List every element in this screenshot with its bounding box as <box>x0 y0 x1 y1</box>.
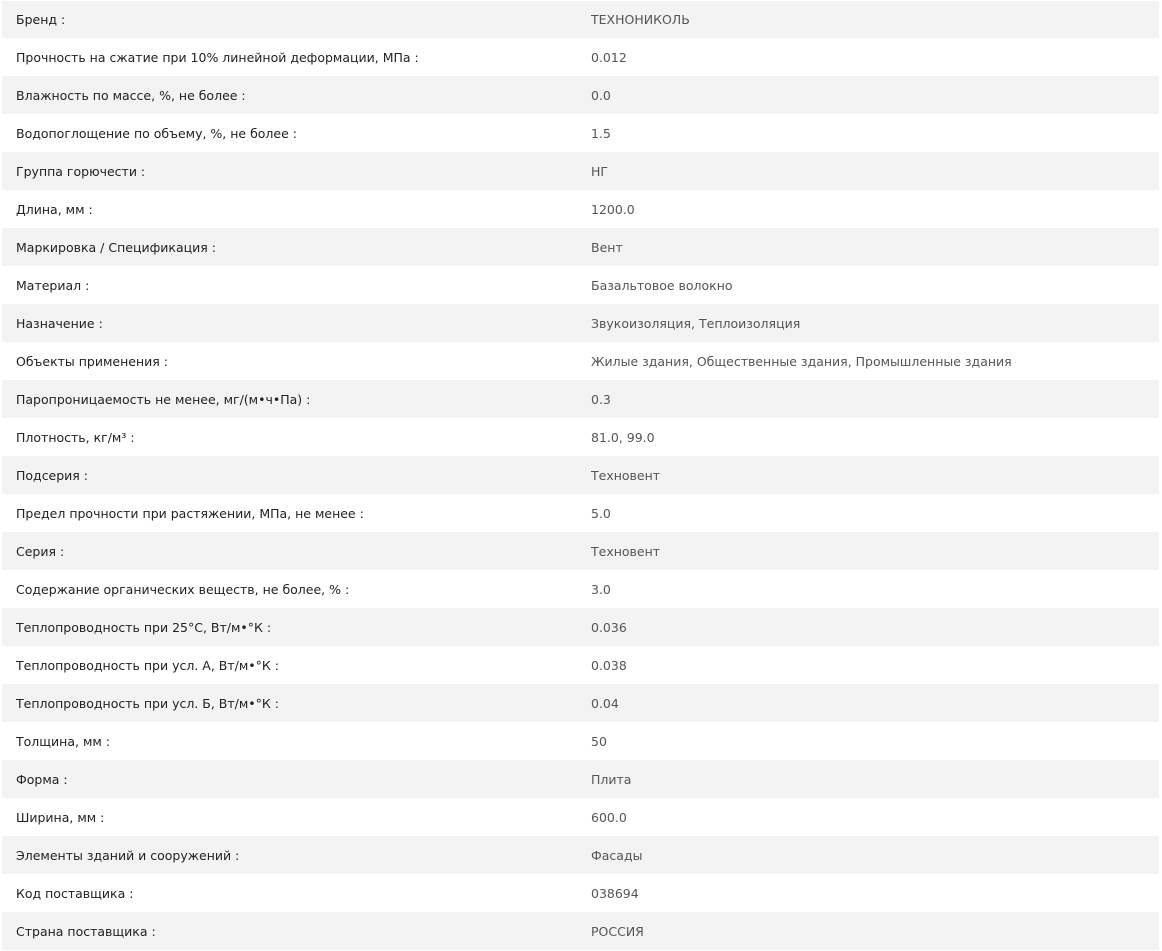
spec-name: Длина, мм : <box>16 201 93 217</box>
spec-name: Теплопроводность при усл. А, Вт/м•°К : <box>16 657 279 673</box>
spec-row <box>2 722 1159 760</box>
spec-row <box>2 114 1159 152</box>
spec-value: Звукоизоляция, Теплоизоляция <box>591 315 801 331</box>
spec-name: Прочность на сжатие при 10% линейной деформации, МПа : <box>16 49 419 65</box>
spec-name: Материал : <box>16 277 90 293</box>
spec-name: Код поставщика : <box>16 885 134 901</box>
spec-row <box>2 570 1159 608</box>
spec-value: 1.5 <box>591 125 611 141</box>
specifications-table <box>2 1 1159 950</box>
spec-name: Элементы зданий и сооружений : <box>16 847 240 863</box>
spec-value: Вент <box>591 239 623 255</box>
spec-row <box>2 228 1159 266</box>
spec-name: Серия : <box>16 543 65 559</box>
spec-name: Объекты применения : <box>16 353 168 369</box>
spec-name: Группа горючести : <box>16 163 146 179</box>
spec-row <box>2 190 1159 228</box>
spec-value: 0.012 <box>591 49 627 65</box>
spec-value: 0.0 <box>591 87 611 103</box>
spec-value: Техновент <box>591 543 661 559</box>
spec-name: Теплопроводность при усл. Б, Вт/м•°К : <box>16 695 279 711</box>
spec-value: 5.0 <box>591 505 611 521</box>
spec-value: Фасады <box>591 847 643 863</box>
spec-value: 600.0 <box>591 809 627 825</box>
spec-name: Плотность, кг/м³ : <box>16 429 135 445</box>
spec-row <box>2 494 1159 532</box>
spec-value: 50 <box>591 733 607 749</box>
spec-row <box>2 608 1159 646</box>
spec-name: Толщина, мм : <box>16 733 110 749</box>
spec-row <box>2 418 1159 456</box>
spec-value: 0.04 <box>591 695 619 711</box>
spec-row <box>2 76 1159 114</box>
spec-row <box>2 380 1159 418</box>
spec-name: Маркировка / Спецификация : <box>16 239 216 255</box>
spec-value: 038694 <box>591 885 639 901</box>
spec-row <box>2 684 1159 722</box>
spec-value: ТЕХНОНИКОЛЬ <box>591 12 690 27</box>
spec-row <box>2 874 1159 912</box>
spec-row <box>2 836 1159 874</box>
spec-row <box>2 266 1159 304</box>
spec-value: РОССИЯ <box>591 923 644 939</box>
spec-value: 3.0 <box>591 581 611 597</box>
spec-name: Подсерия : <box>16 467 89 483</box>
spec-row <box>2 646 1159 684</box>
spec-name: Предел прочности при растяжении, МПа, не менее : <box>16 505 364 521</box>
spec-row <box>2 532 1159 570</box>
spec-name: Ширина, мм : <box>16 809 105 825</box>
spec-value: Плита <box>591 771 632 787</box>
spec-row <box>2 1 1159 38</box>
spec-value: Жилые здания, Общественные здания, Промышленные здания <box>591 353 1012 369</box>
spec-row <box>2 152 1159 190</box>
spec-name: Форма : <box>16 771 68 787</box>
spec-value: НГ <box>591 163 609 179</box>
spec-row <box>2 760 1159 798</box>
spec-name: Паропроницаемость не менее, мг/(м•ч•Па) : <box>16 391 311 407</box>
spec-value: 1200.0 <box>591 201 635 217</box>
spec-value: 0.3 <box>591 391 611 407</box>
spec-value: 0.036 <box>591 619 627 635</box>
spec-name: Влажность по массе, %, не более : <box>16 87 246 103</box>
spec-value: Техновент <box>591 467 661 483</box>
spec-name: Содержание органических веществ, не более, % : <box>16 581 350 597</box>
spec-name: Назначение : <box>16 315 103 331</box>
spec-name: Бренд : <box>16 12 66 27</box>
spec-name: Водопоглощение по объему, %, не более : <box>16 125 297 141</box>
spec-row <box>2 342 1159 380</box>
spec-name: Страна поставщика : <box>16 923 156 939</box>
spec-row <box>2 912 1159 950</box>
spec-name: Теплопроводность при 25°С, Вт/м•°К : <box>16 619 272 635</box>
spec-value: Базальтовое волокно <box>591 277 733 293</box>
spec-row <box>2 456 1159 494</box>
spec-row <box>2 304 1159 342</box>
spec-value: 0.038 <box>591 657 627 673</box>
spec-row <box>2 38 1159 76</box>
spec-value: 81.0, 99.0 <box>591 429 655 445</box>
spec-row <box>2 798 1159 836</box>
